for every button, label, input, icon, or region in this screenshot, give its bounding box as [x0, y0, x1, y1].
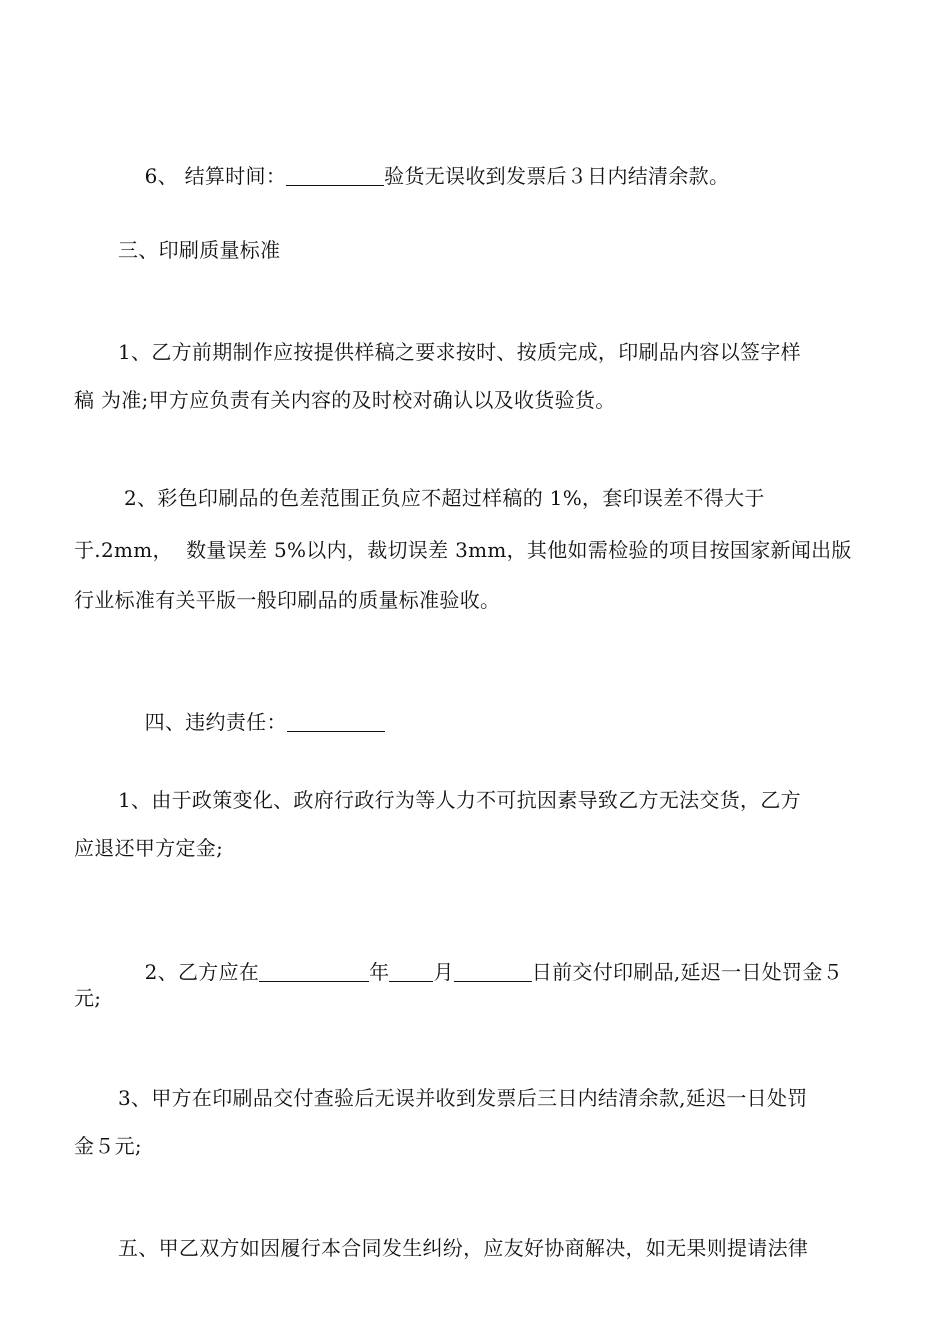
paragraph-3-2-line-1: 2、彩色印刷品的色差范围正负应不超过样稿的 1%，套印误差不得大于	[124, 486, 765, 510]
paragraph-4-3-line-2: 金５元;	[74, 1134, 142, 1158]
paragraph-4-2-line-2: 元;	[74, 986, 102, 1010]
paragraph-4-2-year: 年	[369, 960, 390, 984]
paragraph-4-2-suffix: 日前交付印刷品,延迟一日处罚金５	[531, 960, 843, 984]
paragraph-3-2-line-2: 于.2mm， 数量误差 5%以内，裁切误差 3mm，其他如需检验的项目按国家新闻出版	[74, 538, 852, 562]
settlement-blank	[286, 165, 384, 186]
paragraph-3-2-line-3: 行业标准有关平版一般印刷品的质量标准验收。	[74, 588, 501, 612]
paragraph-4-3-line-1: 3、甲方在印刷品交付查验后无误并收到发票后三日内结清余款,延迟一日处罚	[118, 1086, 808, 1110]
paragraph-4-1-line-2: 应退还甲方定金;	[74, 836, 224, 860]
section-5-line-1: 五、甲乙双方如因履行本合同发生纠纷，应友好协商解决，如无果则提请法律	[118, 1236, 809, 1260]
settlement-number: 6、	[144, 164, 178, 188]
heading-breach-label: 四、违约责任：	[144, 710, 287, 734]
paragraph-4-1-line-1: 1、由于政策变化、政府行政行为等人力不可抗因素导致乙方无法交货，乙方	[118, 788, 801, 812]
paragraph-3-1-line-2: 稿 为准;甲方应负责有关内容的及时校对确认以及收货验货。	[74, 388, 616, 412]
paragraph-4-2-month: 月	[433, 960, 454, 984]
month-blank	[389, 961, 433, 982]
settlement-line	[118, 140, 928, 212]
settlement-label: 结算时间：	[177, 164, 287, 188]
heading-quality-standard: 三、印刷质量标准	[118, 238, 281, 262]
paragraph-3-1-line-1: 1、乙方前期制作应按提供样稿之要求按时、按质完成，印刷品内容以签字样	[118, 340, 801, 364]
settlement-text: 验货无误收到发票后３日内结清余款。	[384, 164, 730, 188]
heading-breach-liability	[118, 686, 928, 758]
heading-breach-blank	[287, 711, 385, 732]
day-blank	[454, 961, 532, 982]
year-blank	[259, 961, 369, 982]
paragraph-4-2-prefix: 2、乙方应在	[144, 960, 260, 984]
